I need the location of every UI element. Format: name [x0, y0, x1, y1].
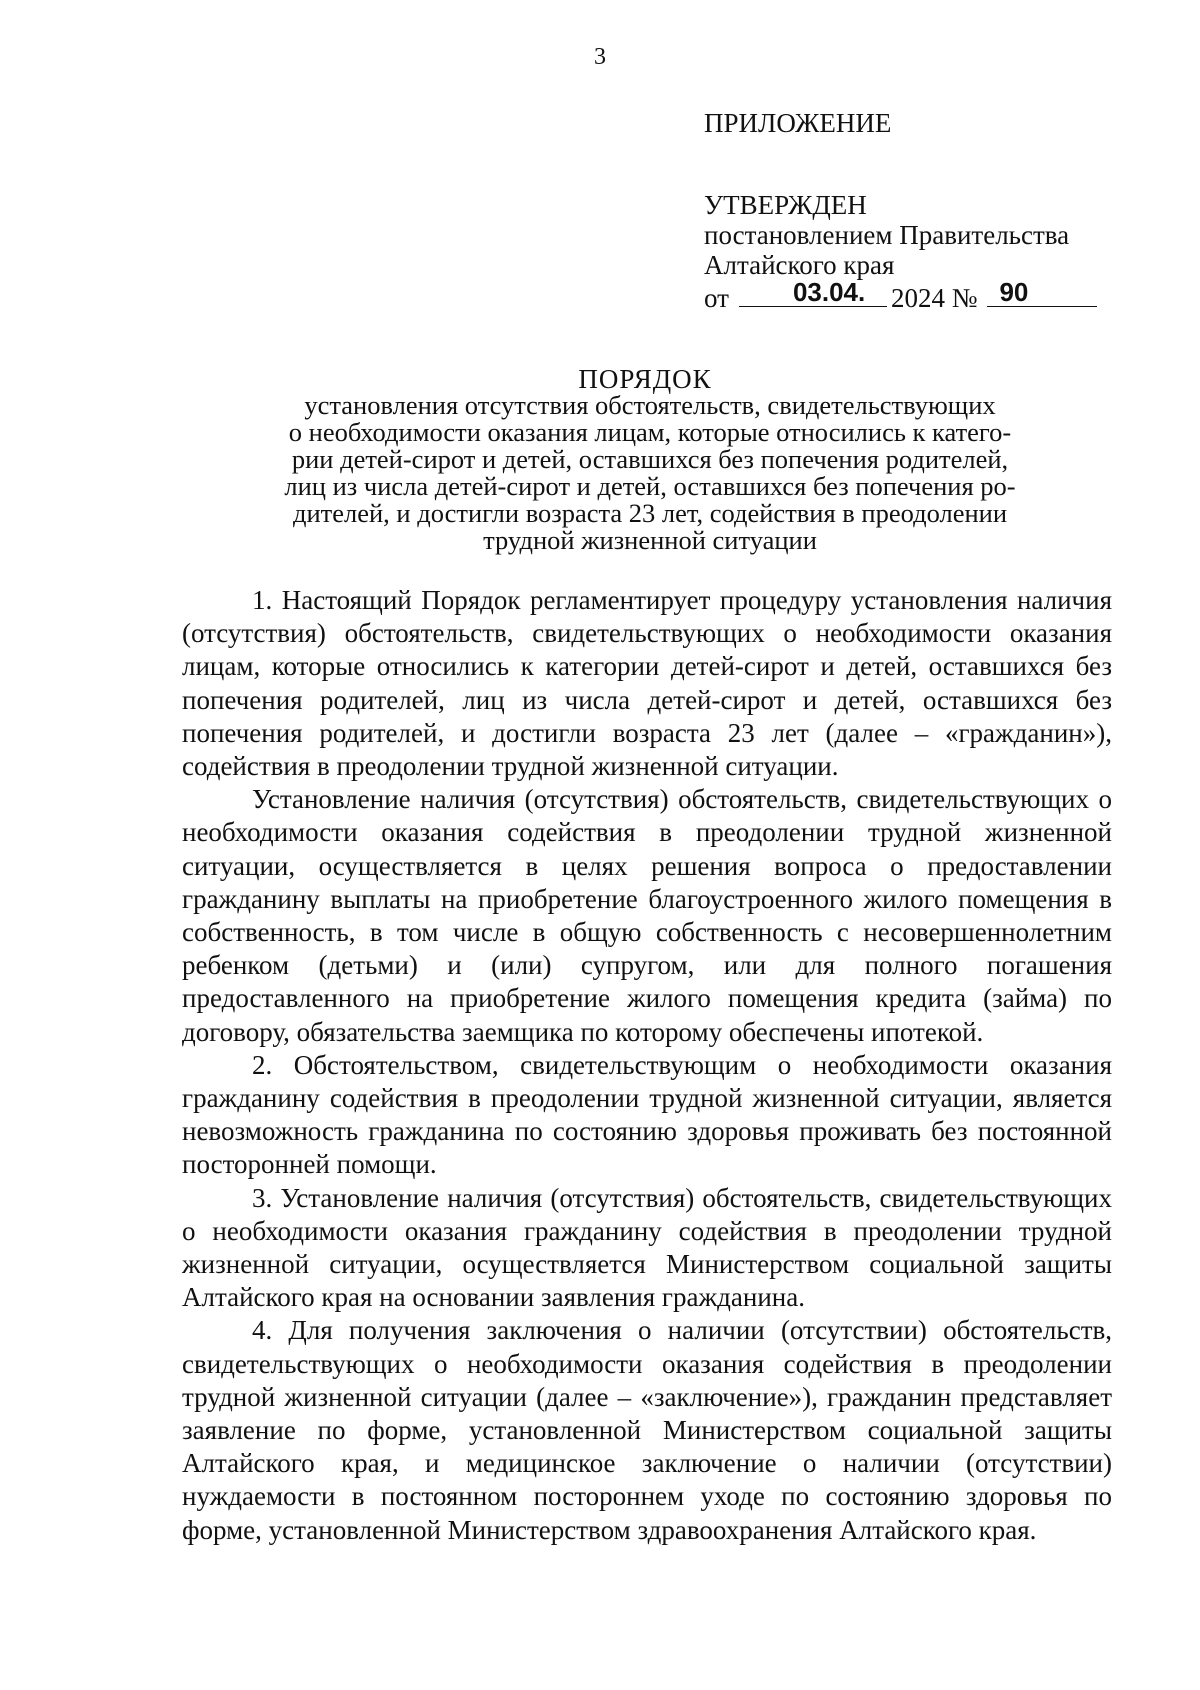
approval-date-row	[704, 277, 1124, 313]
date-blank	[739, 277, 887, 307]
paragraph-1: 1. Настоящий Порядок регламентирует процедуру установления наличия (отсутствия) обстоятельств, свидетельствующих о необходимости оказания лицам, которые относились к категории детей-сирот и детей, оставшихся без попечения родителей, лиц из числа детей-сирот и детей, оставшихся без попечения родителей, и достигли возраста 23 лет (далее – «гражданин»), содействия в преодолении трудной жизненной ситуации.	[182, 585, 1112, 782]
paragraph-2: 2. Обстоятельством, свидетельствующим о необходимости оказания гражданину содействия в преодолении трудной жизненной ситуации, является невозможность гражданина по состоянию здоровья проживать без постоянной посторонней помощи.	[182, 1049, 1112, 1180]
page-number: 3	[594, 44, 606, 70]
approved-label: УТВЕРЖДЕН	[704, 190, 867, 220]
paragraph-3: 3. Установление наличия (отсутствия) обстоятельств, свидетельствующих о необходимости оказания гражданину содействия в преодолении трудной жизненной ситуации, осуществляется Министерством социальной защиты Алтайского края на основании заявления гражданина.	[182, 1182, 1112, 1313]
paragraph-1-continued: Установление наличия (отсутствия) обстоятельств, свидетельствующих о необходимости оказания содействия в преодолении трудной жизненной ситуации, осуществляется в целях решения вопроса о предоставлении гражданину выплаты на приобретение благоустроенного жилого помещения в собственность, в том числе в общую собственность с несовершеннолетним ребенком (детьми) и (или) супругом, или для полного погашения предоставленного на приобретение жилого помещения кредита (займа) по договору, обязательства заемщика по которому обеспечены ипотекой.	[182, 784, 1112, 1047]
document-subtitle	[230, 392, 1070, 554]
date-value: 03.04.	[792, 277, 866, 307]
document-title: ПОРЯДОК	[578, 364, 712, 394]
subtitle-line: о необходимости оказания лицам, которые относились к катего-	[288, 417, 1012, 447]
document-body	[182, 584, 1112, 1547]
document-number: 90	[999, 277, 1029, 307]
approval-line-1: постановлением Правительства	[704, 220, 1070, 250]
subtitle-line: рии детей-сирот и детей, оставшихся без попечения родителей,	[291, 444, 1009, 474]
number-blank	[987, 277, 1097, 307]
date-prefix: от	[704, 283, 729, 313]
year-label: 2024 №	[890, 283, 978, 313]
approval-line-2: Алтайского края	[704, 250, 895, 280]
subtitle-line: дителей, и достигли возраста 23 лет, содействия в преодолении	[292, 498, 1008, 528]
subtitle-line: лиц из числа детей-сирот и детей, оставшихся без попечения ро-	[284, 471, 1016, 501]
subtitle-line: установления отсутствия обстоятельств, свидетельствующих	[304, 390, 996, 420]
approval-block	[704, 108, 1124, 313]
paragraph-4: 4. Для получения заключения о наличии (отсутствии) обстоятельств, свидетельствующих о необходимости оказания содействия в преодолении трудной жизненной ситуации (далее – «заключение»), гражданин представляет заявление по форме, установленной Министерством социальной защиты Алтайского края, и медицинское заключение о наличии (отсутствии) нуждаемости в постоянном постороннем уходе по состоянию здоровья по форме, установленной Министерством здравоохранения Алтайского края.	[182, 1315, 1112, 1545]
appendix-label: ПРИЛОЖЕНИЕ	[704, 108, 892, 138]
subtitle-line: трудной жизненной ситуации	[483, 525, 817, 555]
